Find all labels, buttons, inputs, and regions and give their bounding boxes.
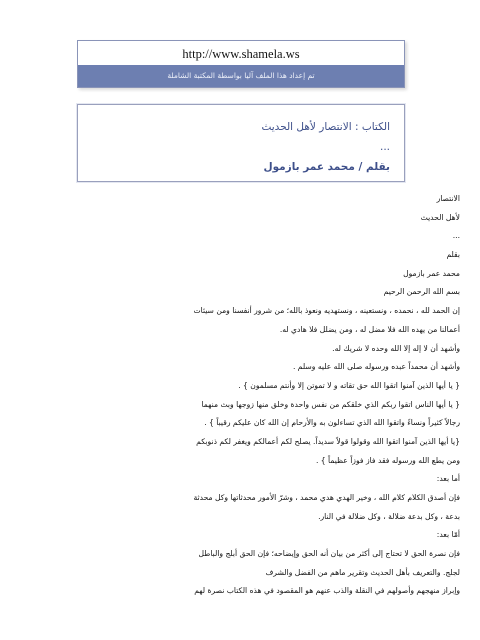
book-ellipsis: ... [379, 141, 390, 153]
body-line: وأشهد أن محمداً عبده ورسوله صلى الله عليه وسلم . [292, 362, 460, 372]
body-line: { يا أيها الذين آمنوا اتقوا الله حق تقاته و لا تموتن إلا وأنتم مسلمون } . [238, 380, 460, 390]
source-header [77, 40, 405, 88]
body-line: أعمالنا من يهده الله فلا مضل له ، ومن يضلل فلا هادي له. [279, 324, 460, 334]
body-line: بقلم [446, 250, 460, 260]
source-url[interactable]: http://www.shamela.ws [78, 41, 404, 65]
body-line: ومن يطع الله ورسوله فقد فاز فوزاً عظيماً } . [315, 455, 460, 465]
body-line: رجالاً كثيراً ونساءً واتقوا الله الذي تساءلون به والأرحام إن الله كان عليكم رقيباً } . [204, 418, 460, 428]
body-line: لأهل الحديث [420, 212, 460, 222]
body-line: {يا أيها الذين آمنوا اتقوا الله وقولوا قولاً سديداً. يصلح لكم أعمالكم ويغفر لكم ذنوبكم [196, 436, 460, 446]
body-line: أمّا بعد: [436, 530, 460, 540]
source-subtitle: تم إعداد هذا الملف آليا بواسطة المكتبة الشاملة [78, 65, 404, 87]
book-info-box [77, 104, 405, 182]
body-line: إن الحمد لله ، نحمده ، ونستعينه ، ونستهديه ونعوذ بالله؛ من شرور أنفسنا ومن سيئات [193, 306, 460, 316]
body-line: بدعة ، وكل بدعة ضلالة ، وكل ضلالة في النار. [318, 511, 460, 521]
body-line: ... [452, 231, 460, 241]
document-body [20, 190, 460, 601]
book-author: بقلم / محمد عمر بازمول [263, 161, 390, 173]
body-line: فإن نصرة الحق لا تحتاج إلى أكثر من بيان أنه الحق وإيضاحه؛ فإن الحق أبلج والباطل [198, 549, 460, 559]
body-line: وأشهد أن لا إله إلا الله وحده لا شريك له. [332, 343, 460, 353]
body-line: الانتصار [436, 194, 460, 203]
body-line: محمد عمر بازمول [403, 268, 460, 278]
body-line: وإبراز منهجهم وأصولهم في النقلة والذب عنهم هو المقصود في هذه الكتاب نصرة لهم [194, 586, 460, 596]
body-line: أما بعد: [436, 474, 460, 484]
book-title: الكتاب : الانتصار لأهل الحديث [261, 121, 390, 133]
body-line: { يا أيها الناس اتقوا ربكم الذي خلقكم من نفس واحدة وخلق منها زوجها وبث منهما [201, 399, 460, 409]
body-line: فإن أصدق الكلام كلام الله ، وخير الهدي هدي محمد ، وشرّ الأمور محدثاتها وكل محدثة [193, 493, 460, 502]
body-line: بسم الله الرحمن الرحيم [383, 287, 460, 297]
body-line: لجلج. والتعريف بأهل الحديث وتقرير ماهم من الفضل والشرف [265, 567, 460, 577]
